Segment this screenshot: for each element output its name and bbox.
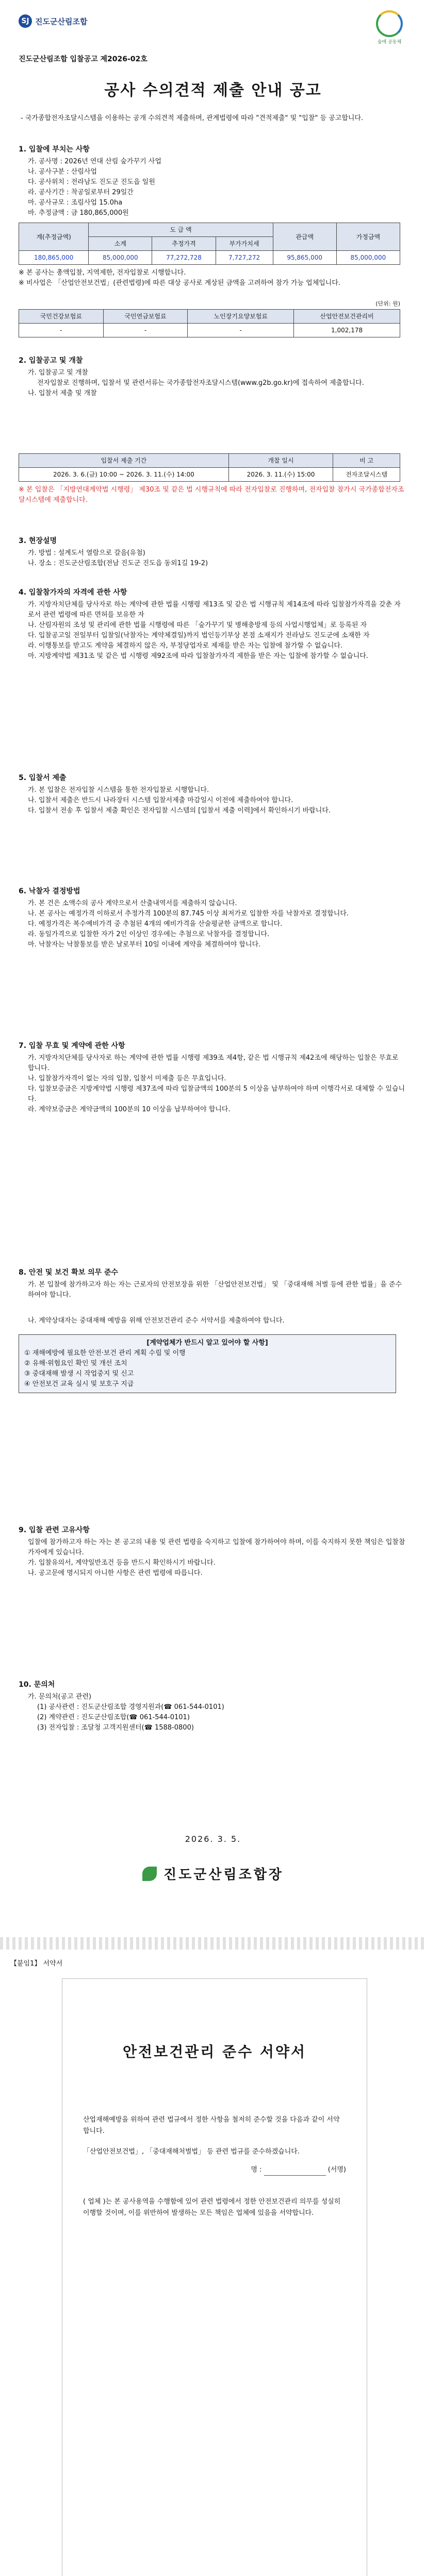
s1-note: ※ 본 공사는 총액입찰, 지역제한, 전자입찰로 시행합니다. [19,269,186,277]
s4-row: 마. 지방계약법 제31조 및 같은 법 시행령 제92조에 따라 입찰참가자격 제한을 받은 자는 입찰에 참가할 수 없습니다. [28,652,369,660]
s7-row: 나. 입찰참가자격이 없는 자의 입찰, 입찰서 미제출 등은 무효입니다. [28,1075,226,1082]
section-3-heading: 3. 현장설명 [19,537,57,545]
page-divider [0,1937,426,1950]
cost-cell: 7,727,272 [216,251,273,265]
s6-row: 나. 본 공사는 예정가격 이하로서 추정가격 100분의 87.745 이상 최저가로 입찰한 자를 낙찰자로 결정합니다. [28,910,349,918]
section-4 [19,587,405,662]
s1-row: 마. 공사규모 : 조림사업 15.0ha [28,199,123,207]
forest-ring-icon [376,10,403,37]
s3-row: 나. 장소 : 진도군산림조합(전남 진도군 진도읍 동외1길 19-2) [28,560,208,567]
section-1 [19,144,405,289]
section-9 [19,1525,405,1579]
bid-cell: 전자조달시스템 [333,468,400,482]
cost-sub-th: 부가가치세 [216,237,273,251]
s8-row: 나. 계약상대자는 중대재해 예방을 위해 안전보건관리 준수 서약서를 제출하여야 합니다. [28,1317,285,1325]
bid-section [19,453,405,505]
fee-th: 노인장기요양보험료 [188,310,294,324]
pledge-text: ( 업체 )는 본 공사용역을 수행함에 있어 관련 법령에서 정한 안전보건관리 의무를 성실히 이행할 것이며, 이를 위반하여 발생하는 모든 책임은 업체에 있음을 서약합니다. [83,2198,341,2217]
bid-cell: 2026. 3. 6.(금) 10:00 ~ 2026. 3. 11.(수) 14:00 [19,468,229,482]
section-6 [19,886,405,950]
org-logo [19,14,87,28]
safety-box-item: ② 유해·위험요인 확인 및 개선 조치 [24,1360,127,1367]
safety-box-item: ① 재해예방에 필요한 안전·보건 관리 계획 수립 및 이행 [24,1349,186,1357]
header [19,10,407,63]
section-5 [19,773,405,816]
s5-row: 다. 입찰서 전송 후 입찰서 제출 확인은 전자입찰 시스템의 [입찰서 제출 이력]에서 확인하시기 바랍니다. [28,807,331,815]
bid-th: 개찰 일시 [228,454,333,468]
fee-cell: - [103,324,188,337]
pledge-rep-label: (서명) [327,2166,346,2174]
section-8 [19,1267,405,1393]
s4-row: 가. 지방자치단체를 당사자로 하는 계약에 관한 법률 시행령 제13조 및 같은 법 시행규칙 제14조에 따라 입찰참가자격을 갖춘 자로서 관련 법령에 따른 면허를 보유한 자 [28,601,401,619]
s1-note: ※ 비사업은 「산업안전보건법」(관련법령)에 따른 대상 공사로 계상된 금액을 고려하여 참가 가능 업체입니다. [19,279,341,287]
section-8-heading: 8. 안전 및 보건 확보 의무 준수 [19,1268,119,1277]
section-2 [19,355,405,399]
bid-th: 비 고 [333,454,400,468]
section-7 [19,1041,405,1115]
s10-row: (3) 전자입찰 : 조달청 고객지원센터(☎ 1588-0800) [37,1724,194,1732]
page-title: 공사 수의견적 제출 안내 공고 [104,81,322,99]
fee-unit: (단위: 원) [375,300,400,307]
s9-row: 나. 공고문에 명시되지 아니한 사항은 관련 법령에 따릅니다. [28,1569,203,1577]
cost-sub-th: 추정가격 [152,237,216,251]
s9-row: 입찰에 참가하고자 하는 자는 본 공고의 내용 및 관련 법령을 숙지하고 입찰에 참가하여야 하며, 이를 숙지하지 못한 책임은 입찰참가자에게 있습니다. [28,1538,405,1556]
safety-box-item: ③ 중대재해 발생 시 작업중지 및 신고 [24,1370,134,1378]
section-4-heading: 4. 입찰참가자의 자격에 관한 사항 [19,588,127,597]
cost-cell: 95,865,000 [273,251,336,265]
pledge-body [83,2108,346,2226]
s7-row: 다. 입찰보증금은 지방계약법 시행령 제37조에 따라 입찰금액의 100분의 5 이상을 납부하여야 하며 이행각서로 대체할 수 있습니다. [28,1085,405,1103]
s8-row: 가. 본 입찰에 참가하고자 하는 자는 근로자의 안전보장을 위한 「산업안전보건법」 및 「중대재해 처벌 등에 관한 법률」을 준수하여야 합니다. [28,1281,402,1299]
pledge-law-line: 「산업안전보건법」, 「중대재해처벌법」 등 관련 법규를 준수하겠습니다. [83,2148,300,2156]
s6-row: 가. 본 건은 소액수의 공사 계약으로서 산출내역서를 제출하지 않습니다. [28,900,237,907]
s1-row: 라. 공사기간 : 착공일로부터 29일간 [28,189,134,196]
section-5-heading: 5. 입찰서 제출 [19,774,67,782]
leaf-logo-icon [142,1867,157,1881]
s7-row: 가. 지방자치단체를 당사자로 하는 계약에 관한 법률 시행령 제39조 제4항, 같은 법 시행규칙 제42조에 해당하는 입찰은 무효로 합니다. [28,1054,399,1072]
section-2-heading: 2. 입찰공고 및 개찰 [19,357,83,365]
s2-note: ※ 본 입찰은 「지방연대계약법 시행령」 제30조 및 같은 법 시행규칙에 따라 전자입찰로 진행하며, 전자입찰 참가시 국가종합전자조달시스템에 제출합니다. [19,486,404,504]
document-number: 진도군산림조합 입찰공고 제2026-02호 [19,55,148,63]
cost-cell: 180,865,000 [19,251,89,265]
pledge-name-label: 명 : [251,2166,262,2174]
cost-cell: 77,272,728 [152,251,216,265]
forest-logo-caption: 숲에 공동체 [377,40,402,45]
s7-row: 라. 계약보증금은 계약금액의 100분의 10 이상을 납부하여야 합니다. [28,1106,231,1113]
cost-th: 관급액 [273,223,336,251]
cost-cell: 85,000,000 [89,251,152,265]
s1-row: 나. 공사구분 : 산림사업 [28,168,97,176]
org-name: 진도군산림조합장 [163,1867,284,1883]
fee-cell: - [19,324,104,337]
section-6-heading: 6. 낙찰자 결정방법 [19,887,80,895]
s2-row: 전자입찰로 진행하며, 입찰서 및 관련서류는 국가종합전자조달시스템(www.g2b.go.kr)에 접속하여 제출합니다. [37,379,364,387]
logo-mark-icon: SJ [19,14,32,28]
fee-cell: - [188,324,294,337]
pledge-title: 안전보건관리 준수 서약서 [122,2043,307,2060]
s5-row: 가. 본 입찰은 전자입찰 시스템을 통한 전자입찰로 시행합니다. [28,786,209,794]
s6-row: 라. 동일가격으로 입찰한 자가 2인 이상인 경우에는 추첨으로 낙찰자를 결정합니다. [28,930,270,938]
s3-row: 가. 방법 : 설계도서 열람으로 갈음(유첨) [28,549,145,557]
s4-row: 나. 산림자원의 조성 및 관리에 관한 법률 시행령에 따른 「숲가꾸기 및 병해충방제 등의 사업시행업체」로 등록된 자 [28,621,367,629]
section-7-heading: 7. 입찰 무효 및 계약에 관한 사항 [19,1042,125,1050]
lead-text: - 국가종합전자조달시스템을 이용하는 공개 수의견적 제출하며, 관계법령에 따라 "견적제출" 및 "입찰" 등 공고합니다. [21,114,364,122]
pledge-form [62,1978,367,2576]
s4-row: 다. 입찰공고일 전일부터 입찰일(낙찰자는 계약체결일)까지 법인등기부상 본점 소재지가 전라남도 진도군에 소재한 자 [28,632,370,639]
section-9-heading: 9. 입찰 관련 고유사항 [19,1526,90,1534]
cost-th: 계(추정금액) [19,223,89,251]
s10-row: (2) 계약관련 : 진도군산림조합(☎ 061-544-0101) [37,1714,190,1721]
bid-th: 입찰서 제출 기간 [19,454,229,468]
cost-sub-th: 소계 [89,237,152,251]
s6-row: 마. 낙찰자는 낙찰통보를 받은 날로부터 10일 이내에 계약을 체결하여야 합니다. [28,941,261,948]
forest-logo [371,10,407,45]
section-10-heading: 10. 문의처 [19,1681,55,1689]
safety-box-item: ④ 안전보건 교육 실시 및 보호구 지급 [24,1380,134,1388]
notice-date: 2026. 3. 5. [185,1834,241,1844]
attachment-label: 【붙임1】 서약서 [10,1960,63,1968]
org-signature [0,1864,426,1883]
s6-row: 다. 예정가격은 복수예비가격 중 추첨된 4개의 예비가격을 산술평균한 금액으로 합니다. [28,920,283,928]
section-3 [19,536,405,569]
s4-row: 라. 이행통보를 받고도 계약을 체결하지 않은 자, 부정당업자로 제재를 받은 자는 입찰에 참가할 수 없습니다. [28,642,343,650]
s1-row: 바. 추정금액 : 금 180,865,000원 [28,209,129,217]
pledge-intro: 산업재해예방을 위하여 관련 법규에서 정한 사항을 철저히 준수할 것을 다음과 같이 서약합니다. [83,2116,340,2135]
cost-table [19,223,400,265]
safety-box [19,1334,396,1393]
s9-row: 가. 입찰유의서, 계약일반조건 등을 반드시 확인하시기 바랍니다. [28,1559,216,1567]
cost-th: 도 급 액 [89,223,273,237]
s10-row: 가. 문의처(공고 관련) [28,1693,92,1701]
section-1-heading: 1. 입찰에 부치는 사항 [19,145,90,154]
s1-row: 다. 공사위치 : 전라남도 진도군 진도읍 일원 [28,178,155,186]
safety-box-title: [계약업체가 반드시 알고 있어야 할 사항] [146,1339,268,1347]
s1-row: 가. 공사명 : 2026년 연대 산림 숲가꾸기 사업 [28,158,161,165]
s2-row: 가. 입찰공고 및 개찰 [28,369,88,377]
s5-row: 나. 입찰서 제출은 반드시 나라장터 시스템 입찰서제출 마감일시 이전에 제출하여야 합니다. [28,796,293,804]
s2-row: 나. 입찰서 제출 및 개찰 [28,389,97,397]
fee-section [19,299,405,337]
logo-text: 진도군산림조합 [35,16,88,26]
fee-table [19,309,400,337]
cost-cell: 85,000,000 [336,251,400,265]
bid-table [19,453,400,482]
section-10 [19,1680,405,1733]
cost-th: 가정금액 [336,223,400,251]
fee-th: 산업안전보건관리비 [294,310,400,324]
fee-th: 국민연금보험료 [103,310,188,324]
fee-cell: 1,002,178 [294,324,400,337]
s10-row: (1) 공사관련 : 진도군산림조합 경영지원과(☎ 061-544-0101) [37,1703,224,1711]
fee-th: 국민건강보험료 [19,310,104,324]
bid-cell: 2026. 3. 11.(수) 15:00 [228,468,333,482]
pledge-name-field[interactable] [264,2168,326,2176]
